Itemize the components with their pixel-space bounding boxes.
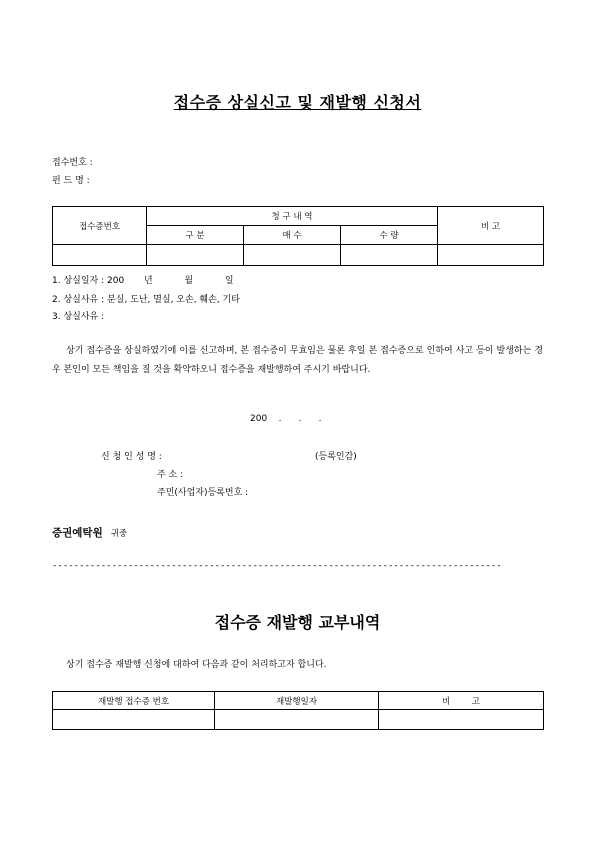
count-header: 매 수 bbox=[244, 226, 341, 245]
form-title: 접수증 상실신고 및 재발행 신청서 bbox=[173, 93, 422, 112]
claim-details-header: 청 구 내 역 bbox=[147, 207, 438, 226]
remarks-cell[interactable] bbox=[438, 245, 544, 266]
loss-reason-line: 2. 상실사유 : 분실, 도난, 멸실, 오손, 훼손, 기타 bbox=[52, 295, 240, 305]
addressee-suffix: 귀중 bbox=[110, 529, 128, 539]
category-header: 구 분 bbox=[147, 226, 244, 245]
cut-line-separator: ----------------------------------------------------------------------------------- bbox=[52, 561, 502, 571]
fund-name-label: 펀 드 명 : bbox=[52, 176, 90, 186]
statement-paragraph: 상기 접수증을 상실하였기에 이를 신고하며, 본 접수증이 무효임은 물론 후일 본 접수증으로 인하여 사고 등이 발생하는 경우 본인이 모든 책임을 질 것을 확약하오니 접수증을 재발행하여 주시기 바랍니다. bbox=[52, 346, 543, 375]
reissue-intro: 상기 접수증 재발행 신청에 대하여 다음과 같이 처리하고자 합니다. bbox=[66, 660, 327, 670]
count-cell[interactable] bbox=[244, 245, 341, 266]
reissue-title: 접수증 재발행 교부내역 bbox=[214, 613, 381, 632]
loss-date-year: 200 bbox=[107, 276, 125, 286]
reissue-receipt-number-cell[interactable] bbox=[53, 710, 215, 730]
claim-table bbox=[52, 206, 544, 266]
reissue-date-header: 재발행일자 bbox=[215, 692, 379, 710]
category-cell[interactable] bbox=[147, 245, 244, 266]
receipt-number-cell[interactable] bbox=[53, 245, 147, 266]
reissue-receipt-number-header: 재발행 접수증 번호 bbox=[53, 692, 215, 710]
loss-date-year-unit: 년 bbox=[143, 276, 153, 286]
address-label: 주 소 : bbox=[157, 470, 184, 480]
loss-date-line bbox=[52, 273, 234, 286]
reissue-table bbox=[52, 691, 544, 730]
addressee bbox=[52, 521, 127, 540]
receipt-number-label: 접수번호 : bbox=[52, 158, 93, 168]
quantity-header: 수 량 bbox=[341, 226, 438, 245]
application-date: 200 . . . bbox=[250, 414, 322, 424]
loss-date-month-unit: 월 bbox=[184, 276, 194, 286]
applicant-name-label: 신 청 인 성 명 : bbox=[101, 452, 162, 462]
loss-reason-detail-line: 3. 상실사유 : bbox=[52, 312, 105, 322]
reissue-remarks-cell[interactable] bbox=[379, 710, 544, 730]
reissue-remarks-header: 비 고 bbox=[379, 692, 544, 710]
addressee-name: 증권예탁원 bbox=[52, 527, 103, 539]
remarks-header: 비 고 bbox=[438, 207, 544, 245]
registration-number-label: 주민(사업자)등록번호 : bbox=[157, 488, 249, 498]
loss-date-label: 1. 상실일자 : bbox=[52, 276, 105, 286]
loss-date-day-unit: 일 bbox=[224, 276, 234, 286]
receipt-number-header: 접수증번호 bbox=[53, 207, 147, 245]
registered-seal-label: (등록인감) bbox=[315, 452, 357, 462]
quantity-cell[interactable] bbox=[341, 245, 438, 266]
reissue-date-cell[interactable] bbox=[215, 710, 379, 730]
